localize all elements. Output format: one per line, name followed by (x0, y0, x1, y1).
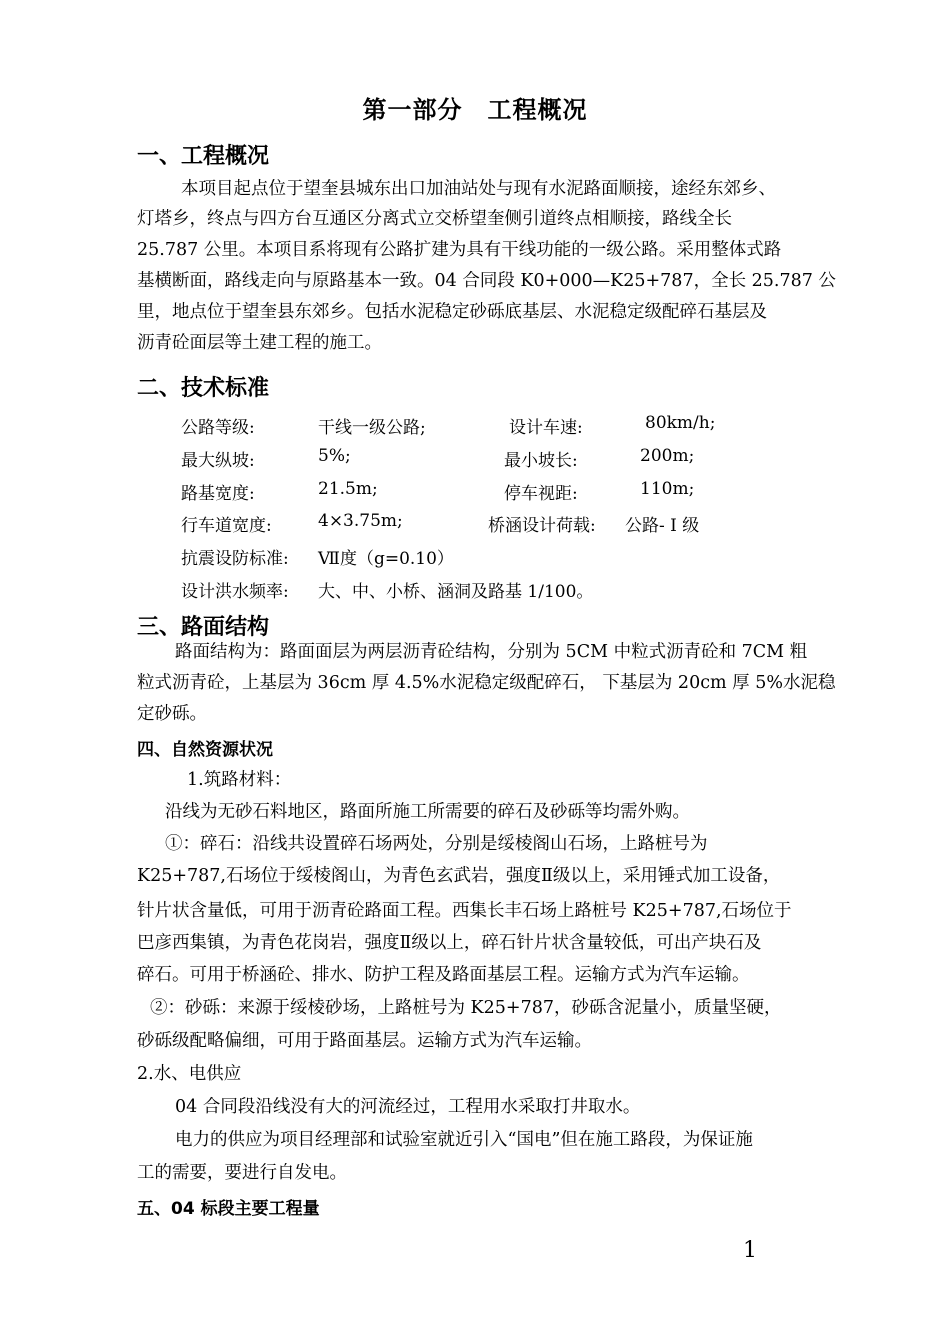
section-heading-pavement: 三、路面结构 (137, 615, 270, 640)
spec-value: 80km/h; (645, 413, 716, 433)
page-title: 第一部分 工程概况 (362, 96, 588, 124)
subsection-label: 2.水、电供应 (137, 1064, 242, 1084)
spec-value: 4×3.75m; (318, 511, 403, 531)
spec-label: 公路等级: (181, 418, 255, 438)
paragraph-line: 工的需要，要进行自发电。 (137, 1163, 347, 1183)
spec-label: 行车道宽度: (181, 516, 272, 536)
paragraph-line: 灯塔乡，终点与四方台互通区分离式立交桥望奎侧引道终点相顺接，路线全长 (137, 209, 732, 229)
spec-value: Ⅶ度（g=0.10） (318, 549, 454, 569)
spec-label: 最小坡长: (504, 451, 578, 471)
paragraph-line: ②：砂砾：来源于绥棱砂场，上路桩号为 K25+787，砂砾含泥量小，质量坚硬， (150, 998, 782, 1018)
subsection-label: 1.筑路材料： (187, 770, 292, 790)
paragraph-line: 沿线为无砂石料地区，路面所施工所需要的碎石及砂砾等均需外购。 (165, 802, 690, 822)
section-heading-resources: 四、自然资源状况 (137, 740, 273, 760)
spec-value: 干线一级公路; (318, 418, 426, 438)
spec-label: 抗震设防标准: (181, 549, 289, 569)
paragraph-line: K25+787,石场位于绥棱阁山，为青色玄武岩，强度Ⅱ级以上，采用锤式加工设备， (137, 866, 781, 886)
paragraph-line: 里，地点位于望奎县东郊乡。包括水泥稳定砂砾底基层、水泥稳定级配碎石基层及 (137, 302, 767, 322)
paragraph-line: 粒式沥青砼，上基层为 36cm 厚 4.5%水泥稳定级配碎石， 下基层为 20cm 厚 5%水泥稳 (137, 673, 836, 693)
paragraph-line: 04 合同段沿线没有大的河流经过，工程用水采取打井取水。 (175, 1097, 641, 1117)
paragraph-line: 定砂砾。 (137, 704, 207, 724)
spec-value: 大、中、小桥、涵洞及路基 1/100。 (318, 582, 594, 602)
spec-label: 设计车速: (509, 418, 583, 438)
paragraph-line: 本项目起点位于望奎县城东出口加油站处与现有水泥路面顺接，途经东郊乡、 (181, 179, 776, 199)
spec-value: 公路- Ⅰ 级 (625, 516, 700, 536)
spec-label: 桥涵设计荷载: (488, 516, 596, 536)
spec-value: 21.5m; (318, 479, 378, 499)
paragraph-line: 电力的供应为项目经理部和试验室就近引入“国电”但在施工路段，为保证施 (175, 1130, 753, 1150)
paragraph-line: 沥青砼面层等土建工程的施工。 (137, 333, 382, 353)
paragraph-line: 针片状含量低，可用于沥青砼路面工程。西集长丰石场上路桩号 K25+787,石场位于 (137, 901, 792, 921)
paragraph-line: 碎石。可用于桥涵砼、排水、防护工程及路面基层工程。运输方式为汽车运输。 (137, 965, 750, 985)
section-heading-quantities: 五、04 标段主要工程量 (137, 1199, 320, 1219)
paragraph-line: 基横断面，路线走向与原路基本一致。04 合同段 K0+000—K25+787，全长 25.787 公 (137, 271, 836, 291)
section-heading-overview: 一、工程概况 (137, 144, 270, 169)
spec-label: 设计洪水频率: (181, 582, 289, 602)
spec-value: 5%; (318, 446, 351, 466)
paragraph-line: 砂砾级配略偏细，可用于路面基层。运输方式为汽车运输。 (137, 1031, 592, 1051)
spec-label: 停车视距: (504, 484, 578, 504)
paragraph-line: 巴彦西集镇，为青色花岗岩，强度Ⅱ级以上，碎石针片状含量较低，可出产块石及 (137, 933, 762, 953)
paragraph-line: ①：碎石：沿线共设置碎石场两处，分别是绥棱阁山石场，上路桩号为 (165, 834, 708, 854)
spec-label: 最大纵坡: (181, 451, 255, 471)
section-heading-standards: 二、技术标准 (137, 376, 270, 401)
paragraph-line: 25.787 公里。本项目系将现有公路扩建为具有干线功能的一级公路。采用整体式路 (137, 240, 782, 260)
page-number: 1 (743, 1238, 757, 1263)
paragraph-line: 路面结构为：路面面层为两层沥青砼结构，分别为 5CM 中粒式沥青砼和 7CM 粗 (175, 642, 808, 662)
spec-value: 110m; (640, 479, 695, 499)
spec-value: 200m; (640, 446, 695, 466)
spec-label: 路基宽度: (181, 484, 255, 504)
